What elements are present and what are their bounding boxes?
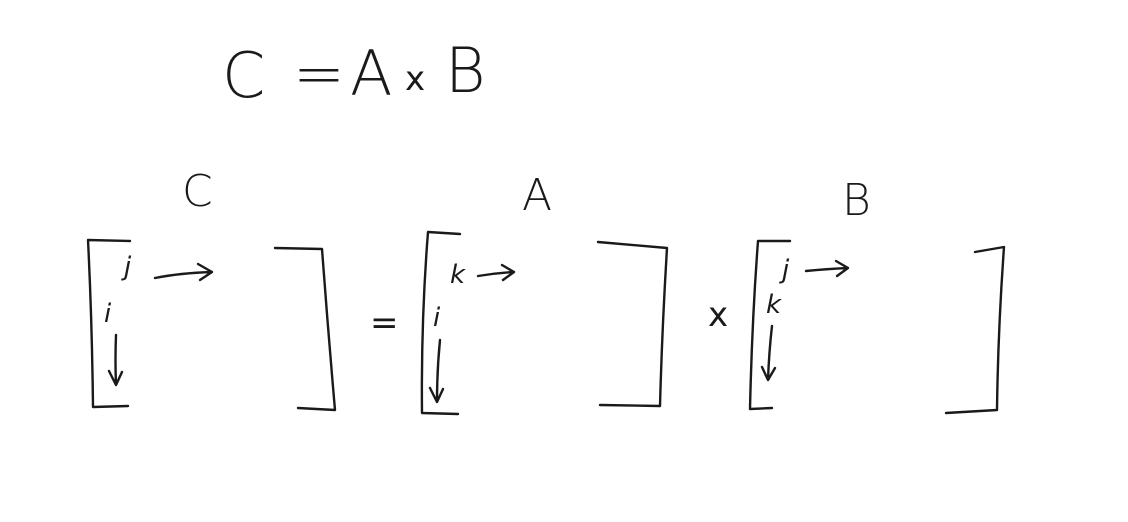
matrix-b-row-index: k xyxy=(766,290,782,320)
title-c: C xyxy=(222,39,266,112)
matrix-a-col-arrow-icon xyxy=(478,265,514,280)
matrix-c-label: C xyxy=(182,166,213,217)
matrix-c-right-bracket xyxy=(275,248,335,410)
equals-operator: = xyxy=(370,303,399,343)
title-equation xyxy=(222,34,486,112)
matrix-b-right-bracket xyxy=(946,247,1004,413)
matrix-a-row-index: i xyxy=(433,303,441,333)
matrix-b-row-arrow-icon xyxy=(762,326,775,380)
matrix-a-label: A xyxy=(522,170,553,221)
matrix-c-row-index: i xyxy=(104,299,112,329)
matrix-c-row-arrow-icon xyxy=(109,335,122,385)
matrix-a-col-index: k xyxy=(450,260,466,290)
matrix-b xyxy=(750,175,1004,413)
matrix-b-label: B xyxy=(842,175,871,226)
title-b: B xyxy=(445,34,486,107)
title-times: x xyxy=(405,59,426,99)
times-operator: x xyxy=(708,295,729,335)
matrix-a-row-arrow-icon xyxy=(430,340,443,402)
title-equals: = xyxy=(293,37,345,110)
matrix-c-col-arrow-icon xyxy=(155,264,212,280)
matrix-a-right-bracket xyxy=(598,242,667,406)
matrix-c xyxy=(88,166,335,410)
matrix-b-col-arrow-icon xyxy=(806,261,848,276)
matrix-b-col-index: j xyxy=(782,255,790,285)
title-a: A xyxy=(350,37,393,110)
matrix-c-col-index: j xyxy=(124,252,132,282)
matrix-a xyxy=(422,170,667,414)
